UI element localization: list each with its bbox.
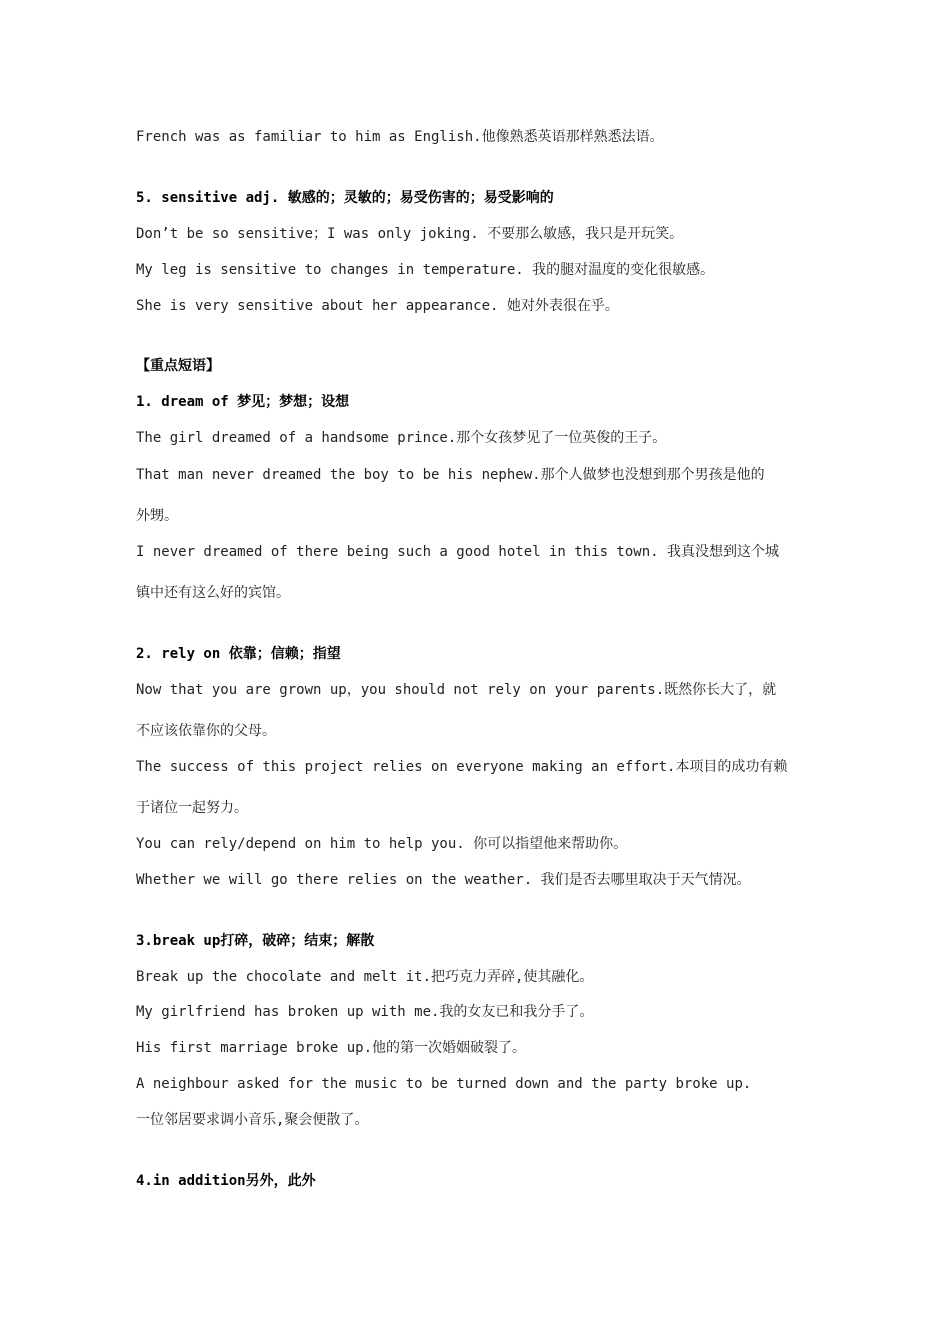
example-sentence-continued: 外甥。: [136, 508, 178, 524]
example-sentence: The girl dreamed of a handsome prince.那个女孩梦见了一位英俊的王子。: [136, 430, 667, 446]
example-sentence-continued: 于诸位一起努力。: [136, 800, 248, 816]
example-sentence: Don’t be so sensitive；I was only joking. 不要那么敏感，我只是开玩笑。: [136, 226, 684, 242]
phrase-heading-break-up: 3.break up打碎，破碎；结束；解散: [136, 933, 375, 949]
example-sentence: Break up the chocolate and melt it.把巧克力弄碎,使其融化。: [136, 969, 594, 985]
example-sentence: You can rely/depend on him to help you. 你可以指望他来帮助你。: [136, 836, 628, 852]
vocab-heading-sensitive: 5. sensitive adj. 敏感的；灵敏的；易受伤害的；易受影响的: [136, 190, 554, 206]
example-sentence: Now that you are grown up，you should not rely on your parents.既然你长大了，就: [136, 682, 777, 698]
phrase-heading-dream-of: 1. dream of 梦见；梦想；设想: [136, 394, 350, 410]
example-sentence: My leg is sensitive to changes in temperature. 我的腿对温度的变化很敏感。: [136, 262, 715, 278]
example-sentence: That man never dreamed the boy to be his nephew.那个人做梦也没想到那个男孩是他的: [136, 467, 765, 483]
phrase-heading-rely-on: 2. rely on 依靠；信赖；指望: [136, 646, 341, 662]
example-sentence-translation: 一位邻居要求调小音乐,聚会便散了。: [136, 1112, 369, 1128]
example-sentence: My girlfriend has broken up with me.我的女友已和我分手了。: [136, 1004, 594, 1020]
phrase-heading-in-addition: 4.in addition另外，此外: [136, 1173, 316, 1189]
example-sentence: A neighbour asked for the music to be turned down and the party broke up.: [136, 1076, 752, 1092]
example-sentence: The success of this project relies on everyone making an effort.本项目的成功有赖: [136, 759, 788, 775]
example-sentence: I never dreamed of there being such a good hotel in this town. 我真没想到这个城: [136, 544, 780, 560]
example-sentence-continued: 镇中还有这么好的宾馆。: [136, 585, 290, 601]
example-sentence: Whether we will go there relies on the weather. 我们是否去哪里取决于天气情况。: [136, 872, 751, 888]
section-title: 【重点短语】: [136, 358, 220, 374]
example-sentence: French was as familiar to him as English.他像熟悉英语那样熟悉法语。: [136, 129, 664, 145]
example-sentence-continued: 不应该依靠你的父母。: [136, 723, 276, 739]
example-sentence: She is very sensitive about her appearance. 她对外表很在乎。: [136, 298, 619, 314]
example-sentence: His first marriage broke up.他的第一次婚姻破裂了。: [136, 1040, 527, 1056]
